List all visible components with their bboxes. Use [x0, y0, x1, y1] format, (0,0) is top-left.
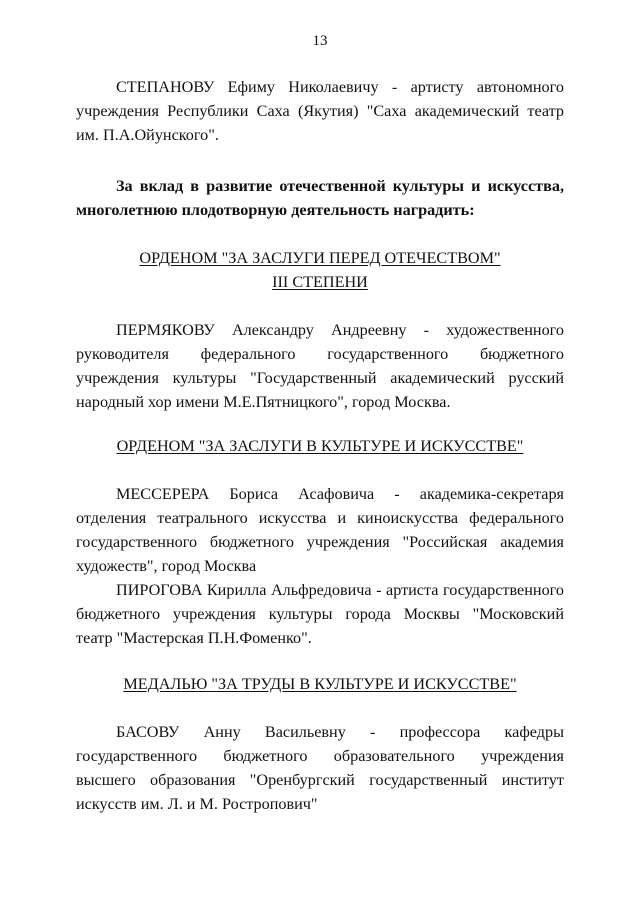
section1-entry-1-line-3: учреждения культуры "Государственный академический русский: [76, 369, 564, 387]
intro-entry: [76, 75, 564, 147]
section3-entry-1-line-1: БАСОВУ Анну Васильевну - профессора кафедры: [116, 723, 564, 741]
section3-entry-1: [76, 720, 564, 816]
section1-heading-line-2: III СТЕПЕНИ: [272, 273, 368, 291]
section1-entry-1-line-4: народный хор имени М.Е.Пятницкого", город Москва.: [76, 393, 451, 411]
award-statement-line-1: За вклад в развитие отечественной культуры и искусства,: [116, 177, 564, 195]
section1-heading-line-1: ОРДЕНОМ "ЗА ЗАСЛУГИ ПЕРЕД ОТЕЧЕСТВОМ": [139, 249, 501, 267]
section2-heading-text: ОРДЕНОМ "ЗА ЗАСЛУГИ В КУЛЬТУРЕ И ИСКУССТВЕ": [116, 437, 524, 455]
section2-entry-2-line-1: ПИРОГОВА Кирилла Альфредовича - артиста государственного: [116, 581, 564, 599]
section2-entry-1-line-2: отделения театрального искусства и киноискусства федерального: [76, 509, 564, 527]
section2-entry-1: [76, 482, 564, 578]
section2-entry-2-line-3: театр "Мастерская П.Н.Фоменко".: [76, 629, 312, 647]
section3-heading: [0, 672, 640, 696]
section3-entry-1-line-3: высшего образования "Оренбургский государственный институт: [76, 771, 564, 789]
intro-entry-line-1: СТЕПАНОВУ Ефиму Николаевичу - артисту автономного: [116, 78, 564, 96]
section3-entry-1-line-4: искусств им. Л. и М. Ростропович": [76, 795, 318, 813]
section1-entry-1-line-2: руководителя федерального государственного бюджетного: [76, 345, 564, 363]
section3-heading-text: МЕДАЛЬЮ "ЗА ТРУДЫ В КУЛЬТУРЕ И ИСКУССТВЕ": [123, 675, 517, 693]
page-number: 13: [312, 33, 328, 49]
section2-entry-1-line-4: художеств", город Москва: [76, 557, 257, 575]
award-statement: [76, 174, 564, 222]
section1-entry-1-line-1: ПЕРМЯКОВУ Александру Андреевну - художественного: [116, 321, 564, 339]
section2-entry-1-line-3: государственного бюджетного учреждения "Российская академия: [76, 533, 564, 551]
section2-heading: [0, 434, 640, 458]
section1-heading: [0, 246, 640, 294]
section2-entry-2-line-2: бюджетного учреждения культуры города Москвы "Московский: [76, 605, 564, 623]
section2-entry-1-line-1: МЕССЕРЕРА Бориса Асафовича - академика-секретаря: [116, 485, 564, 503]
award-statement-line-2: многолетнюю плодотворную деятельность наградить:: [76, 201, 475, 219]
intro-entry-line-2: учреждения Республики Саха (Якутия) "Саха академический театр: [76, 102, 564, 120]
section2-entry-2: [76, 578, 564, 650]
section1-entry-1: [76, 318, 564, 414]
section3-entry-1-line-2: государственного бюджетного образовательного учреждения: [76, 747, 564, 765]
intro-entry-line-3: им. П.А.Ойунского".: [76, 126, 219, 144]
